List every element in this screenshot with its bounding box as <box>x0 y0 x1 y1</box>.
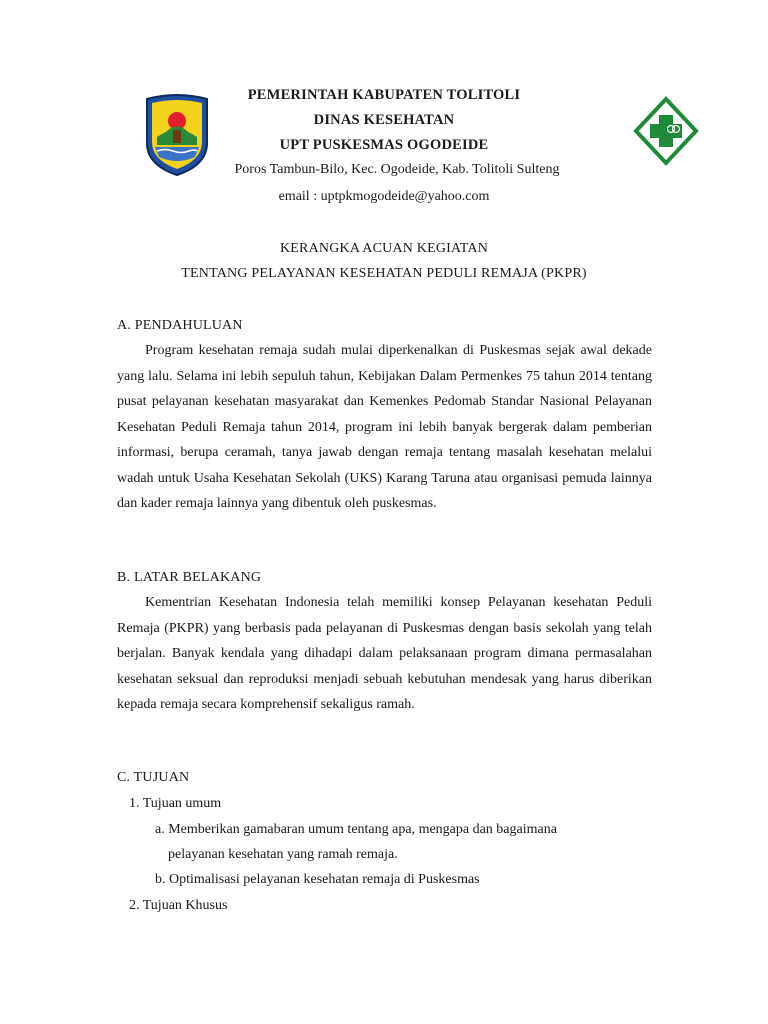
section-heading-latar-belakang: B. LATAR BELAKANG <box>117 570 262 585</box>
list-item-tujuan-khusus: 2. Tujuan Khusus <box>129 898 228 913</box>
letterhead-email: email : uptpkmogodeide@yahoo.com <box>278 189 490 204</box>
section-heading-pendahuluan: A. PENDAHULUAN <box>117 318 243 333</box>
section-heading-tujuan: C. TUJUAN <box>117 770 190 785</box>
list-item-tujuan-umum: 1. Tujuan umum <box>129 796 222 811</box>
paragraph-latar-belakang: Kementrian Kesehatan Indonesia telah memiliki konsep Pelayanan kesehatan Peduli Remaja (PKPR) yang berbasis pada pelayanan di Puskesmas dengan basis sekolah yang telah berjalan. Banyak kendala yang dihadapi dalam pelaksanaan program dimana permasalahan kesehatan seksual dan reproduksi menjadi sebuah kebutuhan mendesak yang harus diberikan kepada remaja secara komprehensif sekaligus ramah. <box>117 595 652 712</box>
puskesmas-cross-icon <box>632 95 700 167</box>
letterhead-address: Poros Tambun-Bilo, Kec. Ogodeide, Kab. Tolitoli Sulteng <box>234 162 560 177</box>
letterhead-government: PEMERINTAH KABUPATEN TOLITOLI <box>247 87 521 103</box>
list-item-tujuan-umum-a: a. Memberikan gamabaran umum tentang apa, mengapa dan bagaimana <box>155 822 557 837</box>
letterhead-institution: UPT PUSKESMAS OGODEIDE <box>279 137 489 153</box>
list-item-tujuan-umum-a-cont: pelayanan kesehatan yang ramah remaja. <box>168 847 398 862</box>
document-subtitle: TENTANG PELAYANAN KESEHATAN PEDULI REMAJA (PKPR) <box>181 266 587 281</box>
paragraph-pendahuluan: Program kesehatan remaja sudah mulai diperkenalkan di Puskesmas sejak awal dekade yang lalu. Selama ini lebih sepuluh tahun, Kebijakan Dalam Permenkes 75 tahun 2014 tentang pusat pelayanan kesehatan masyarakat dan Kemenkes Pedomab Standar Nasional Pelayanan Kesehatan Peduli Remaja tahun 2014, program ini lebih banyak bergerak dalam pemberian informasi, berupa ceramah, tanya jawab dengan remaja tentang masalah kesehatan melalui wadah untuk Usaha Kesehatan Sekolah (UKS) Karang Taruna atau organisasi pemuda lainnya dan kader remaja lainnya yang dibentuk oleh puskesmas. <box>117 343 652 511</box>
letterhead-department: DINAS KESEHATAN <box>313 112 455 128</box>
list-item-tujuan-umum-b: b. Optimalisasi pelayanan kesehatan remaja di Puskesmas <box>155 872 480 887</box>
document-title: KERANGKA ACUAN KEGIATAN <box>279 241 489 256</box>
